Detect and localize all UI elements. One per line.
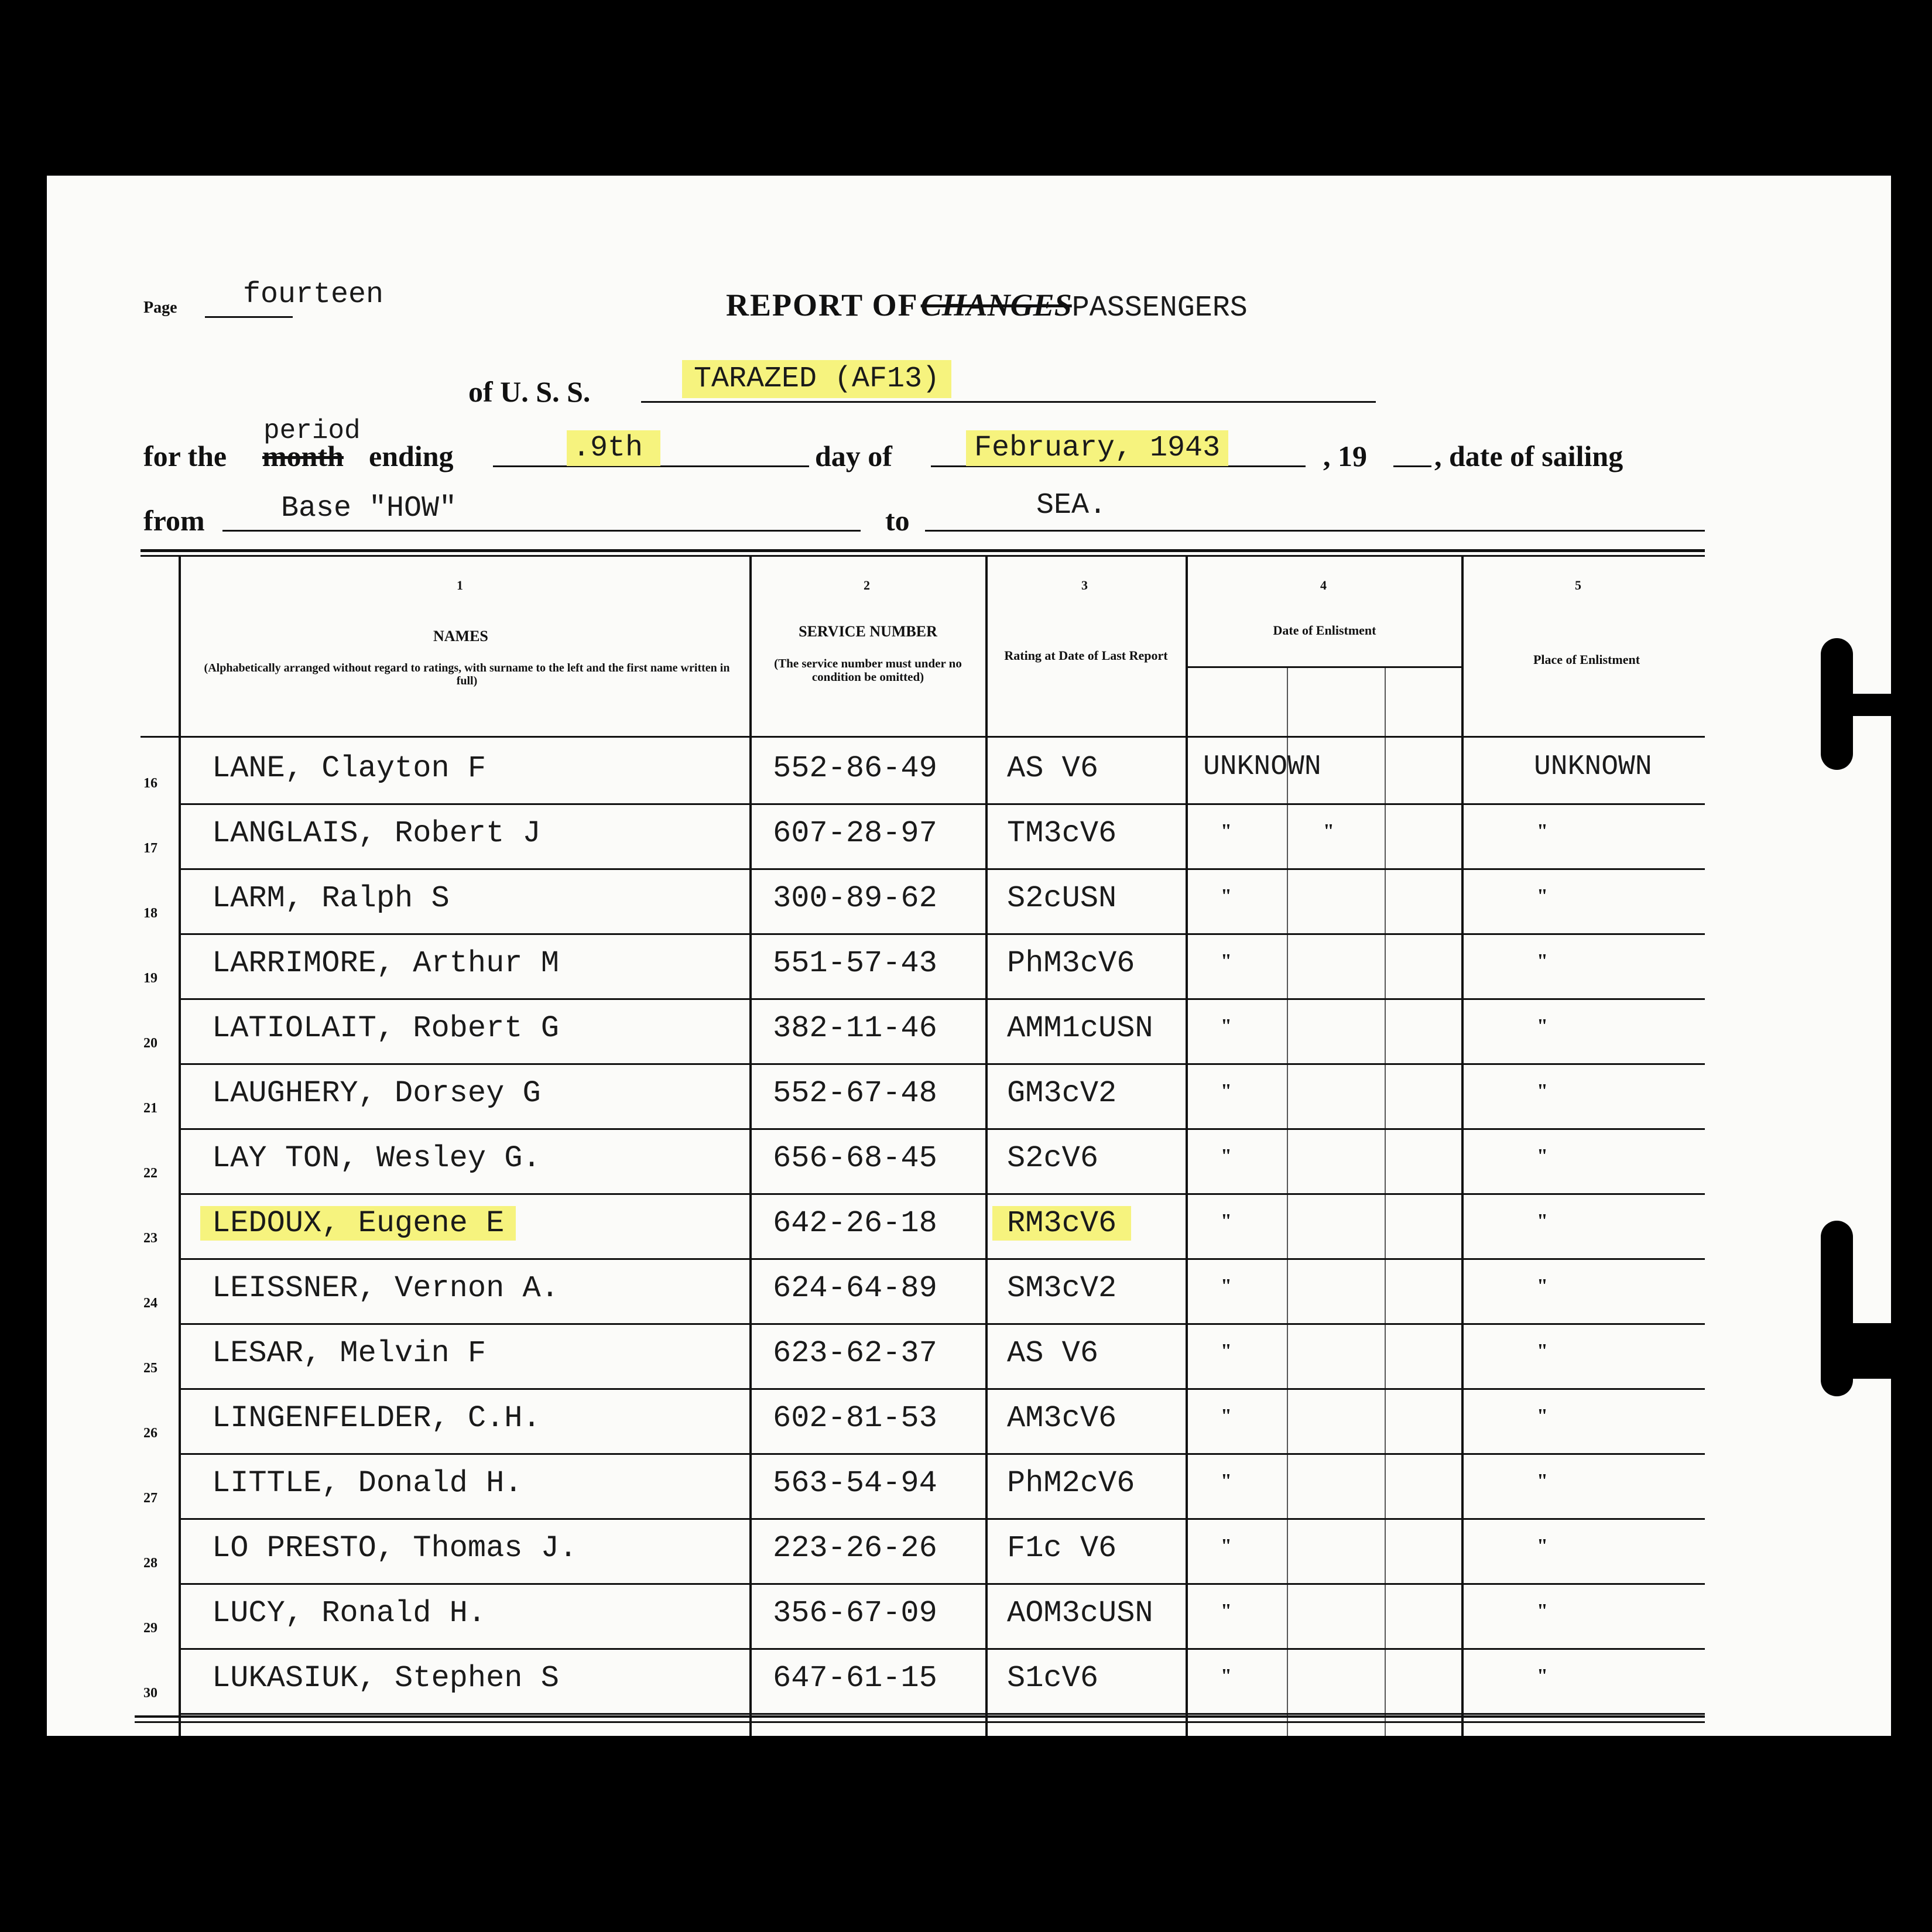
- enlistment-date-ditto: ": [1221, 820, 1232, 842]
- row-rule: [179, 1128, 1705, 1130]
- service-number: 552-67-48: [773, 1076, 937, 1111]
- service-number: 602-81-53: [773, 1401, 937, 1436]
- for-the-label: for the: [143, 440, 227, 472]
- passenger-name: LINGENFELDER, C.H.: [212, 1401, 541, 1436]
- enlistment-place-ditto: ": [1537, 1600, 1548, 1622]
- day-of-label: day of: [815, 440, 892, 472]
- col1-title: NAMES: [433, 628, 488, 645]
- col5-number: 5: [1575, 578, 1581, 592]
- enlistment-date-ditto: ": [1221, 1535, 1232, 1557]
- row-number: 17: [143, 841, 157, 856]
- row-number: 23: [143, 1231, 157, 1246]
- enlistment-date-ditto: ": [1221, 1665, 1232, 1687]
- rating: S1cV6: [1007, 1661, 1099, 1695]
- enlistment-date-ditto: ": [1221, 950, 1232, 972]
- col5-title: Place of Enlistment: [1533, 652, 1640, 667]
- service-number: 382-11-46: [773, 1011, 937, 1046]
- rating: AMM1cUSN: [1007, 1011, 1153, 1046]
- row-number: 16: [143, 776, 157, 791]
- rating: SM3cV2: [1007, 1271, 1117, 1306]
- row-number: 22: [143, 1166, 157, 1181]
- row-number: 28: [143, 1556, 157, 1571]
- passenger-name: LAY TON, Wesley G.: [212, 1141, 541, 1176]
- rating: F1c V6: [1007, 1531, 1117, 1566]
- row-number: 30: [143, 1686, 157, 1701]
- enlistment-date-ditto: ": [1221, 1405, 1232, 1427]
- service-number: 642-26-18: [773, 1206, 937, 1241]
- document-page: [47, 176, 1891, 1736]
- col2-number: 2: [864, 578, 870, 592]
- row-number: 27: [143, 1491, 157, 1506]
- enlistment-date: UNKNOWN: [1203, 751, 1321, 783]
- enlistment-place-ditto: ": [1537, 1470, 1548, 1492]
- row-rule: [179, 1518, 1705, 1520]
- row-number: 24: [143, 1296, 157, 1311]
- ending-label: ending: [369, 440, 454, 472]
- row-rule: [179, 1583, 1705, 1585]
- date-of-sailing-label: , date of sailing: [1434, 440, 1623, 472]
- rating: S2cV6: [1007, 1141, 1099, 1176]
- enlistment-date-ditto: ": [1221, 1080, 1232, 1102]
- from-label: from: [143, 504, 205, 537]
- rating: AM3cV6: [1007, 1401, 1117, 1436]
- enlistment-place-ditto: ": [1537, 1080, 1548, 1102]
- month-struck: month: [262, 440, 344, 472]
- service-number: 356-67-09: [773, 1596, 937, 1630]
- service-number: 647-61-15: [773, 1661, 937, 1695]
- rating: AOM3cUSN: [1007, 1596, 1153, 1630]
- enlistment-place-ditto: ": [1537, 820, 1548, 842]
- row-rule: [179, 1258, 1705, 1260]
- enlistment-date-ditto: ": [1221, 885, 1232, 907]
- enlistment-date-ditto: ": [1221, 1470, 1232, 1492]
- enlistment-place-ditto: ": [1537, 1665, 1548, 1687]
- enlistment-place-ditto: ": [1537, 950, 1548, 972]
- passenger-name: LAUGHERY, Dorsey G: [212, 1076, 541, 1111]
- row-number: 21: [143, 1101, 157, 1116]
- col3-title: Rating at Date of Last Report: [1004, 648, 1168, 663]
- service-number: 552-86-49: [773, 751, 937, 786]
- col4-title: Date of Enlistment: [1273, 623, 1376, 638]
- enlistment-date-ditto: ": [1221, 1600, 1232, 1622]
- rating: TM3cV6: [1007, 816, 1117, 851]
- row-rule: [179, 933, 1705, 935]
- row-number: 20: [143, 1036, 157, 1051]
- col4-number: 4: [1320, 578, 1327, 592]
- to-label: to: [885, 504, 910, 537]
- enlistment-date-ditto: ": [1221, 1210, 1232, 1232]
- service-number: 607-28-97: [773, 816, 937, 851]
- col1-number: 1: [457, 578, 463, 592]
- rating: S2cUSN: [1007, 881, 1117, 916]
- enlistment-date-ditto: ": [1221, 1015, 1232, 1037]
- enlistment-place-ditto: ": [1537, 1340, 1548, 1362]
- service-number: 624-64-89: [773, 1271, 937, 1306]
- row-number: 25: [143, 1361, 157, 1376]
- enlistment-place-ditto: ": [1537, 1275, 1548, 1297]
- col3-number: 3: [1081, 578, 1088, 592]
- col2-title: SERVICE NUMBER: [799, 623, 937, 640]
- passenger-name: LARRIMORE, Arthur M: [212, 946, 559, 981]
- passenger-name: LARM, Ralph S: [212, 881, 450, 916]
- page-label: Page: [143, 299, 177, 317]
- enlistment-place-ditto: ": [1537, 1535, 1548, 1557]
- rating: PhM2cV6: [1007, 1466, 1135, 1501]
- row-rule: [179, 998, 1705, 1000]
- passenger-name: LANE, Clayton F: [212, 751, 487, 786]
- passenger-name: LEDOUX, Eugene E: [200, 1206, 516, 1241]
- enlistment-place-ditto: ": [1537, 1145, 1548, 1167]
- report-title: REPORT OF CHANGESPASSENGERS: [726, 287, 1248, 325]
- enlistment-place-ditto: ": [1537, 1405, 1548, 1427]
- row-number: 19: [143, 971, 157, 986]
- service-number: 563-54-94: [773, 1466, 937, 1501]
- month-value: February, 1943: [966, 430, 1228, 466]
- row-rule: [179, 803, 1705, 805]
- col1-note: (Alphabetically arranged without regard to ratings, with surname to the left and the first name written in full): [204, 662, 730, 687]
- to-value: SEA.: [1036, 489, 1107, 522]
- ship-name: TARAZED (AF13): [682, 360, 951, 398]
- passenger-name: LUCY, Ronald H.: [212, 1596, 487, 1630]
- passenger-name: LATIOLAIT, Robert G: [212, 1011, 559, 1046]
- service-number: 551-57-43: [773, 946, 937, 981]
- row-rule: [179, 868, 1705, 870]
- day-value: .9th: [567, 430, 660, 466]
- rating: AS V6: [1007, 751, 1099, 786]
- period-insert: period: [263, 416, 361, 446]
- rating: RM3cV6: [992, 1206, 1131, 1241]
- row-rule: [179, 1388, 1705, 1390]
- enlistment-place-ditto: ": [1537, 1015, 1548, 1037]
- row-number: 26: [143, 1426, 157, 1441]
- row-number: 29: [143, 1621, 157, 1636]
- enlistment-date-ditto: ": [1221, 1145, 1232, 1167]
- enlistment-date-ditto: ": [1323, 820, 1334, 842]
- service-number: 223-26-26: [773, 1531, 937, 1566]
- passenger-name: LANGLAIS, Robert J: [212, 816, 541, 851]
- row-rule: [179, 1648, 1705, 1650]
- passenger-name: LITTLE, Donald H.: [212, 1466, 523, 1501]
- from-value: Base "HOW": [281, 492, 457, 525]
- enlistment-date-ditto: ": [1221, 1275, 1232, 1297]
- row-rule: [179, 1323, 1705, 1325]
- passenger-name: LUKASIUK, Stephen S: [212, 1661, 559, 1695]
- of-uss-label: of U. S. S.: [468, 375, 591, 408]
- passenger-name: LEISSNER, Vernon A.: [212, 1271, 559, 1306]
- passenger-name: LESAR, Melvin F: [212, 1336, 487, 1371]
- row-rule: [179, 1453, 1705, 1455]
- passenger-name: LO PRESTO, Thomas J.: [212, 1531, 578, 1566]
- service-number: 300-89-62: [773, 881, 937, 916]
- service-number: 623-62-37: [773, 1336, 937, 1371]
- year-label: , 19: [1323, 440, 1367, 472]
- enlistment-place-ditto: ": [1537, 885, 1548, 907]
- rating: AS V6: [1007, 1336, 1099, 1371]
- enlistment-place-ditto: ": [1537, 1210, 1548, 1232]
- rating: GM3cV2: [1007, 1076, 1117, 1111]
- row-rule: [179, 1713, 1705, 1715]
- service-number: 656-68-45: [773, 1141, 937, 1176]
- rating: PhM3cV6: [1007, 946, 1135, 981]
- col2-note: (The service number must under no condition be omitted): [774, 656, 962, 684]
- row-number: 18: [143, 906, 157, 921]
- row-rule: [179, 1063, 1705, 1065]
- page-number: fourteen: [243, 278, 384, 311]
- row-rule: [179, 1193, 1705, 1195]
- enlistment-place: UNKNOWN: [1534, 751, 1652, 783]
- enlistment-date-ditto: ": [1221, 1340, 1232, 1362]
